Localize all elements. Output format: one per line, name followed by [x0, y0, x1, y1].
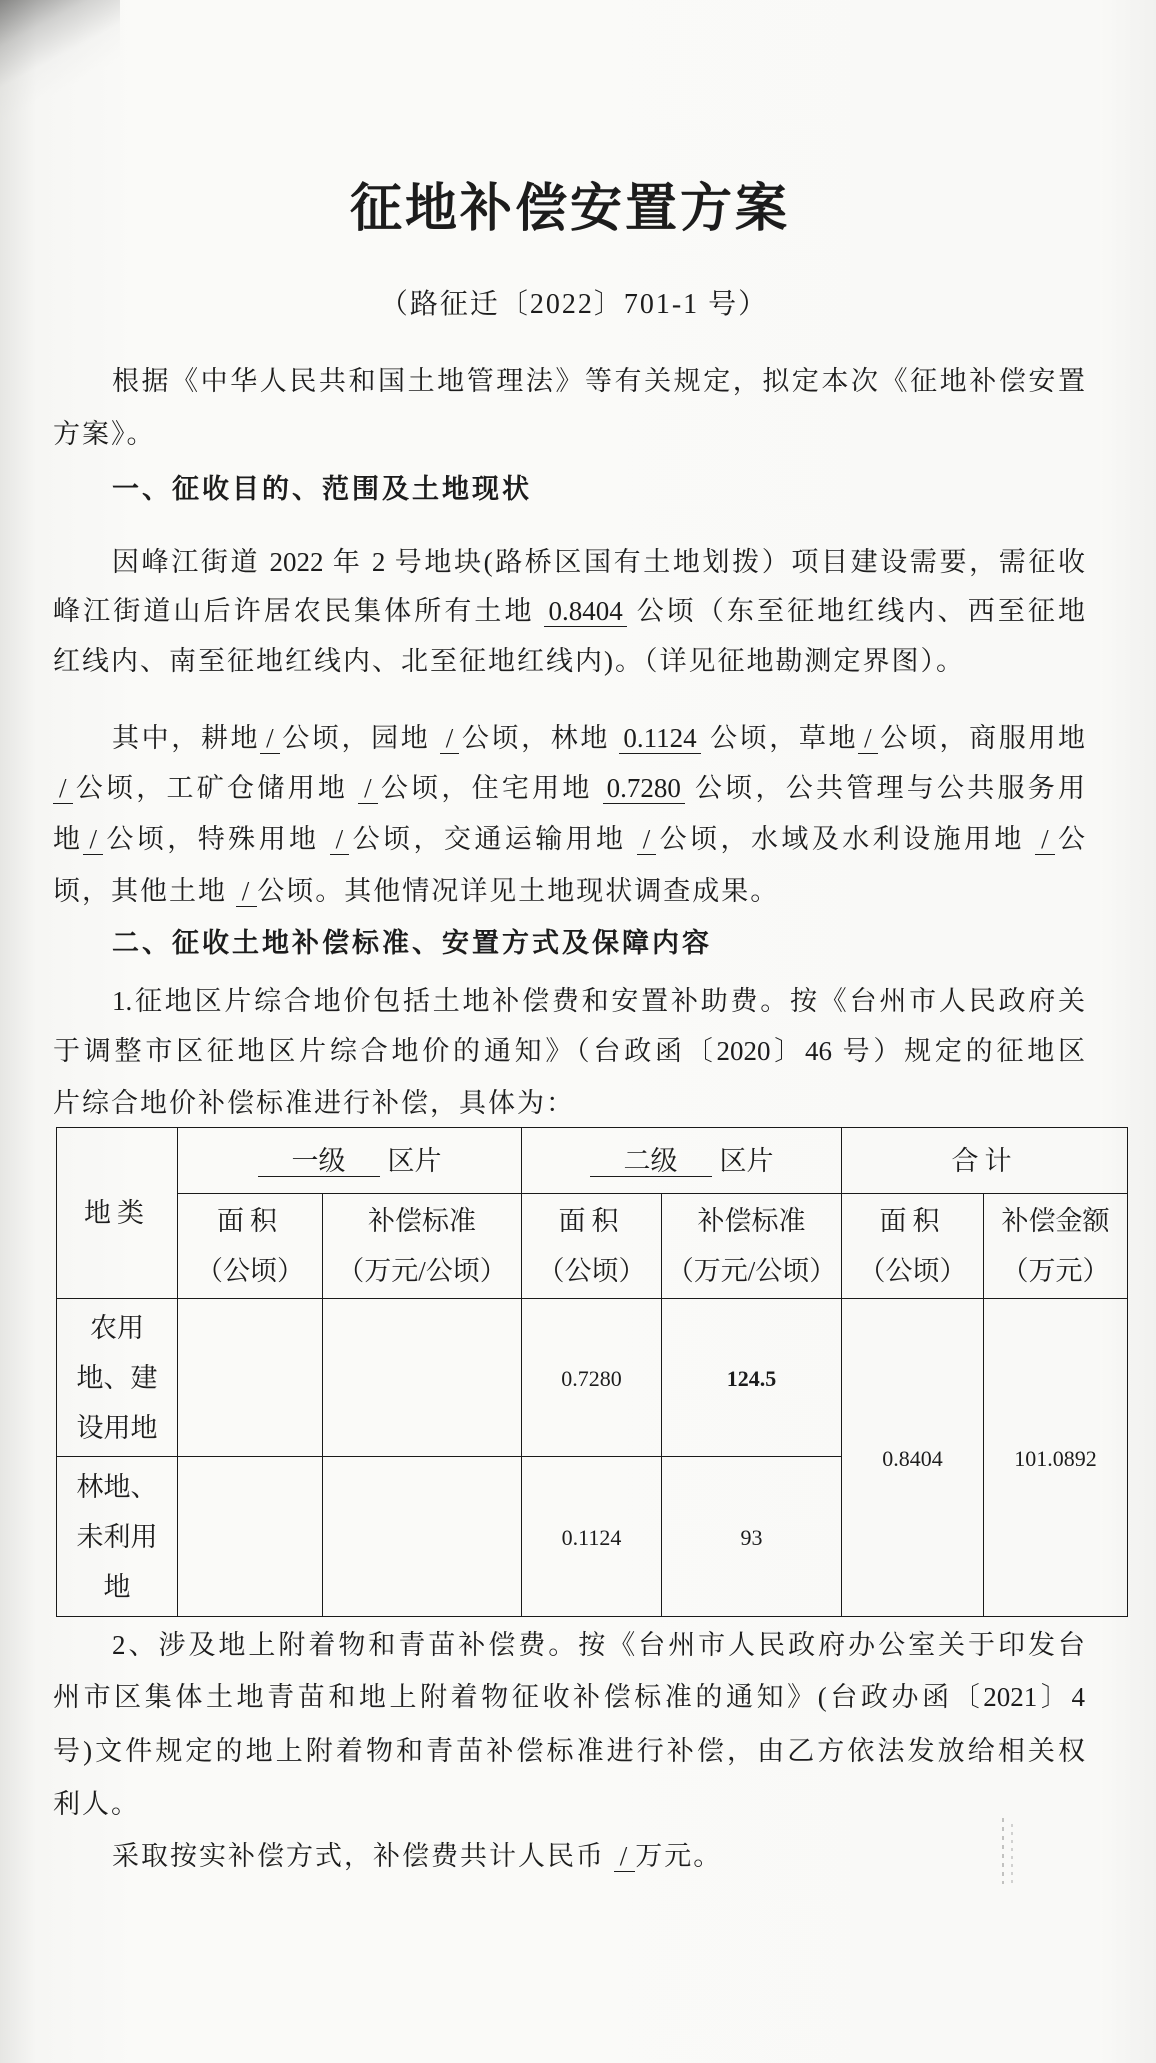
text-segment: 公顷，住宅用地: [377, 773, 603, 803]
land-type-line: 地: [103, 1571, 131, 1602]
zone2-area-value: 0.1124: [561, 1524, 622, 1550]
underlined-blank: /: [614, 1841, 636, 1872]
zone2-standard-value: 124.5: [726, 1365, 777, 1391]
zone2-area-value: 0.7280: [561, 1365, 622, 1391]
land-type-line: 地、建: [76, 1362, 158, 1393]
header-zone-2: [522, 1128, 842, 1194]
zone-1-suffix: 区片: [387, 1145, 442, 1176]
cell-land-type: [57, 1299, 178, 1457]
column-header-line: 面积: [558, 1206, 625, 1236]
s1-p1-line-1: 因峰江街道 2022 年 2 号地块(路桥区国有土地划拨）项目建设需要，需征收: [112, 547, 1085, 577]
underlined-area-value: 0.8404: [544, 596, 626, 627]
s2-p1-line-2: 于调整市区征地区片综合地价的通知》（台政函〔2020〕46 号）规定的征地区: [53, 1036, 1085, 1066]
s1-p2-line-3: [53, 819, 1085, 859]
document-title: 征地补偿安置方案: [349, 181, 790, 238]
header-zone1-standard: [323, 1194, 522, 1299]
cell-zone2-standard: [662, 1457, 842, 1617]
column-header-unit: （公顷）: [196, 1256, 304, 1286]
header-total-area: [842, 1194, 984, 1299]
underlined-blank: /: [358, 773, 378, 804]
underlined-blank: /: [1035, 824, 1055, 855]
intro-line-1: 根据《中华人民共和国土地管理法》等有关规定，拟定本次《征地补偿安置: [112, 366, 1085, 396]
text-segment: 公顷，林地: [459, 723, 620, 753]
s2-p3-line-1: [53, 1836, 1085, 1876]
underlined-blank: /: [330, 824, 350, 855]
underlined-area-value: 0.1124: [619, 723, 700, 754]
s1-p1-line-3: 红线内、南至征地红线内、北至征地红线内)。（详见征地勘测定界图）。: [53, 646, 965, 676]
column-header-line: 补偿金额: [1001, 1206, 1110, 1236]
underlined-blank: /: [83, 824, 103, 855]
s2-p2-line-3: 号)文件规定的地上附着物和青苗补偿标准进行补偿，由乙方依法发放给相关权: [53, 1736, 1085, 1766]
header-total-amount: [984, 1194, 1128, 1299]
text-segment: 公顷，园地: [279, 723, 440, 753]
underlined-blank: /: [53, 773, 73, 804]
section-2-heading: 二、征收土地补偿标准、安置方式及保障内容: [112, 928, 712, 958]
text-segment: 公顷，工矿仓储用地: [72, 773, 359, 803]
column-header-unit: （公顷）: [537, 1256, 646, 1286]
text-segment: 地: [53, 824, 84, 854]
header-total-label: 合计: [951, 1145, 1018, 1176]
column-header-unit: （公顷）: [858, 1256, 967, 1286]
text-segment: 公顷，公共管理与公共服务用: [684, 773, 1086, 803]
cell-empty: [178, 1457, 323, 1617]
zone-1-grade: 一级: [258, 1146, 380, 1177]
section-1-heading: 一、征收目的、范围及土地现状: [112, 474, 532, 504]
s2-p1-line-3: 片综合地价补偿标准进行补偿，具体为：: [53, 1088, 575, 1118]
column-header-line: 补偿标准: [697, 1206, 806, 1236]
land-type-line: 农用: [90, 1312, 144, 1343]
s1-p1-line-2: [53, 591, 1085, 631]
compensation-table: [56, 1127, 1128, 1617]
cell-empty: [178, 1299, 323, 1457]
table-header-row-2: [57, 1194, 1128, 1299]
s2-p2-line-4: 利人。: [53, 1789, 140, 1819]
header-total: [842, 1128, 1128, 1194]
underlined-blank: /: [637, 824, 657, 855]
text-segment: 采取按实补偿方式，补偿费共计人民币: [112, 1841, 614, 1871]
header-zone2-area: [522, 1194, 662, 1299]
s2-p2-line-1: 2、涉及地上附着物和青苗补偿费。按《台州市人民政府办公室关于印发台: [112, 1630, 1085, 1660]
column-header-line: 面积: [879, 1206, 946, 1236]
column-header-unit: （万元/公顷）: [337, 1256, 507, 1286]
table-header-row-1: [57, 1128, 1128, 1194]
total-area-value: 0.8404: [882, 1445, 943, 1471]
zone2-standard-value: 93: [740, 1524, 763, 1550]
text-segment: 公顷，交通运输用地: [349, 824, 637, 854]
s1-p2-line-4: [53, 871, 1085, 911]
text-segment: 顷，其他土地: [53, 876, 236, 906]
zone-2-grade: 二级: [590, 1146, 712, 1177]
text-segment: 公顷（东至征地红线内、西至征地: [626, 596, 1086, 626]
text-segment: 万元。: [635, 1841, 723, 1871]
document-number: （路征迁〔2022〕701-1 号）: [379, 289, 769, 320]
cell-zone2-standard: [662, 1299, 842, 1457]
text-segment: 峰江街道山后许居农民集体所有土地: [53, 596, 545, 626]
underlined-blank: /: [236, 876, 258, 907]
land-type-line: 未利用: [76, 1521, 158, 1552]
s2-p1-line-1: 1.征地区片综合地价包括土地补偿费和安置补助费。按《台州市人民政府关: [112, 986, 1085, 1016]
column-header-unit: （万元）: [1001, 1256, 1110, 1286]
text-segment: 公: [1054, 824, 1086, 854]
header-zone-1: [178, 1128, 522, 1194]
underlined-blank: /: [260, 723, 280, 754]
header-zone1-area: [178, 1194, 323, 1299]
header-land-type-label: 地类: [84, 1198, 150, 1228]
header-land-type: [57, 1128, 178, 1299]
header-zone2-standard: [662, 1194, 842, 1299]
cell-total-amount: [984, 1299, 1128, 1617]
intro-line-2: 方案》。: [53, 419, 156, 449]
text-segment: 公顷，草地: [700, 723, 859, 753]
underlined-blank: /: [440, 723, 460, 754]
text-segment: 其中，耕地: [112, 723, 261, 753]
underlined-blank: /: [858, 723, 878, 754]
cell-zone2-area: [522, 1299, 662, 1457]
s1-p2-line-2: [53, 768, 1085, 808]
text-segment: 公顷，商服用地: [877, 723, 1086, 753]
column-header-line: 面积: [217, 1206, 283, 1236]
text-segment: 公顷。其他情况详见土地现状调查成果。: [257, 876, 780, 906]
cell-land-type: [57, 1457, 178, 1617]
table-row: [57, 1299, 1128, 1457]
s2-p2-line-2: 州市区集体土地青苗和地上附着物征收补偿标准的通知》(台政办函〔2021〕4: [53, 1682, 1085, 1712]
land-type-line: 林地、: [76, 1471, 158, 1502]
text-segment: 公顷，特殊用地: [102, 824, 330, 854]
cell-zone2-area: [522, 1457, 662, 1617]
cell-total-area: [842, 1299, 984, 1617]
underlined-area-value: 0.7280: [603, 773, 685, 804]
text-segment: 公顷，水域及水利设施用地: [656, 824, 1036, 854]
total-amount-value: 101.0892: [1014, 1445, 1097, 1471]
column-header-line: 补偿标准: [368, 1206, 476, 1236]
cell-empty: [323, 1299, 522, 1457]
zone-2-suffix: 区片: [719, 1145, 774, 1176]
s1-p2-line-1: [53, 718, 1085, 758]
land-type-line: 设用地: [76, 1412, 158, 1443]
column-header-unit: （万元/公顷）: [666, 1256, 837, 1286]
cell-empty: [323, 1457, 522, 1617]
